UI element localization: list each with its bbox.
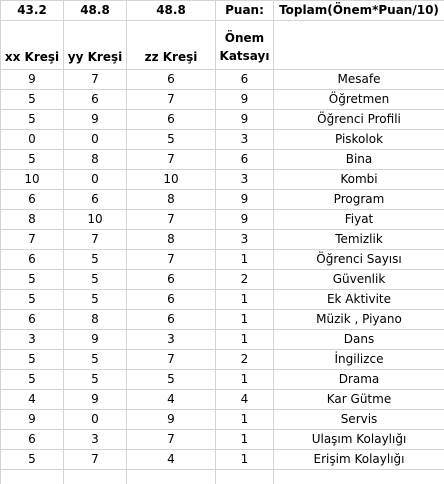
cell-xx[interactable]: 7 [1,230,64,250]
cell-xx[interactable]: 4 [1,390,64,410]
cell-xx[interactable]: 6 [1,430,64,450]
cell-yy[interactable]: 3 [64,430,127,450]
cell-onem[interactable]: 1 [216,430,274,450]
cell-yy[interactable]: 8 [64,310,127,330]
table-row [1,90,444,110]
cell-zz[interactable]: 5 [127,370,216,390]
table-row [1,470,444,484]
cell-criterion[interactable]: Kar Gütme [274,390,444,410]
cell-yy[interactable]: 0 [64,410,127,430]
cell-criterion[interactable]: Ulaşım Kolaylığı [274,430,444,450]
header-onem-line1: Önem [224,31,265,45]
cell-zz[interactable]: 7 [127,430,216,450]
cell-xx[interactable]: 5 [1,370,64,390]
cell-yy[interactable]: 6 [64,90,127,110]
cell-yy[interactable]: 9 [64,390,127,410]
cell-zz[interactable]: 6 [127,270,216,290]
header-onem-cell[interactable] [216,21,274,70]
cell-onem[interactable]: 4 [216,390,274,410]
table-row [1,230,444,250]
table-row [1,370,444,390]
header-zz-label: zz Kreşi [144,50,198,64]
cell-onem[interactable]: 1 [216,250,274,270]
puan-label-cell[interactable]: Puan: [216,1,274,21]
table-row [1,450,444,470]
cell-zz[interactable]: 4 [127,390,216,410]
cell-criterion[interactable]: Öğretmen [274,90,444,110]
cell-yy[interactable]: 9 [64,330,127,350]
cell-yy[interactable]: 8 [64,150,127,170]
table-row [1,190,444,210]
cell-onem[interactable]: 2 [216,270,274,290]
cell-yy[interactable]: 5 [64,370,127,390]
table-row [1,390,444,410]
table-row [1,350,444,370]
cell-zz[interactable]: 7 [127,90,216,110]
cell-yy[interactable] [64,470,127,484]
cell-xx[interactable]: 5 [1,110,64,130]
table-row [1,210,444,230]
cell-zz[interactable]: 10 [127,170,216,190]
score-xx-cell[interactable]: 43.2 [1,1,64,21]
cell-zz[interactable]: 7 [127,250,216,270]
cell-onem[interactable]: 3 [216,170,274,190]
cell-onem[interactable]: 9 [216,190,274,210]
cell-onem[interactable]: 2 [216,350,274,370]
cell-yy[interactable]: 5 [64,250,127,270]
cell-criterion[interactable]: Drama [274,370,444,390]
cell-yy[interactable]: 5 [64,350,127,370]
cell-criterion[interactable]: Öğrenci Profili [274,110,444,130]
cell-xx[interactable]: 5 [1,90,64,110]
cell-xx[interactable]: 5 [1,350,64,370]
cell-xx[interactable]: 10 [1,170,64,190]
cell-zz[interactable]: 7 [127,350,216,370]
cell-yy[interactable]: 7 [64,450,127,470]
table-row [1,330,444,350]
cell-zz[interactable]: 6 [127,310,216,330]
header-yy-label: yy Kreşi [67,50,123,64]
table-row [1,70,444,90]
cell-xx[interactable]: 6 [1,310,64,330]
cell-onem[interactable]: 1 [216,370,274,390]
cell-xx[interactable]: 6 [1,250,64,270]
cell-criterion[interactable]: Mesafe [274,70,444,90]
cell-xx[interactable]: 9 [1,410,64,430]
table-row [1,310,444,330]
cell-xx[interactable]: 5 [1,270,64,290]
cell-criterion[interactable]: Öğrenci Sayısı [274,250,444,270]
cell-xx[interactable]: 9 [1,70,64,90]
cell-xx[interactable]: 5 [1,290,64,310]
cell-yy[interactable]: 7 [64,70,127,90]
cell-yy[interactable]: 7 [64,230,127,250]
cell-zz[interactable]: 7 [127,150,216,170]
cell-yy[interactable]: 0 [64,130,127,150]
cell-criterion[interactable]: Piskolok [274,130,444,150]
table-row [1,290,444,310]
table-row [1,270,444,290]
cell-yy[interactable]: 5 [64,290,127,310]
table-body [1,1,444,484]
table-row [1,110,444,130]
cell-zz[interactable]: 8 [127,230,216,250]
cell-zz[interactable]: 6 [127,70,216,90]
cell-yy[interactable]: 5 [64,270,127,290]
cell-criterion[interactable]: Güvenlik [274,270,444,290]
cell-xx[interactable]: 0 [1,130,64,150]
cell-criterion[interactable]: Dans [274,330,444,350]
cell-onem[interactable]: 1 [216,290,274,310]
cell-xx[interactable]: 3 [1,330,64,350]
cell-criterion[interactable]: Müzik , Piyano [274,310,444,330]
cell-criterion[interactable]: Temizlik [274,230,444,250]
header-name-cell[interactable] [274,21,444,70]
cell-zz[interactable]: 6 [127,110,216,130]
header-zz-cell[interactable] [127,21,216,70]
cell-criterion[interactable]: İngilizce [274,350,444,370]
cell-xx[interactable]: 5 [1,450,64,470]
cell-zz[interactable]: 5 [127,130,216,150]
score-row [1,1,444,21]
cell-xx[interactable]: 6 [1,190,64,210]
table-row [1,170,444,190]
cell-criterion[interactable]: Erişim Kolaylığı [274,450,444,470]
table-row [1,130,444,150]
cell-xx[interactable]: 8 [1,210,64,230]
header-yy-cell[interactable] [64,21,127,70]
table-row [1,430,444,450]
cell-onem[interactable]: 9 [216,110,274,130]
cell-onem[interactable]: 9 [216,210,274,230]
cell-zz[interactable]: 4 [127,450,216,470]
header-row [1,21,444,70]
cell-onem[interactable]: 1 [216,450,274,470]
cell-yy[interactable]: 10 [64,210,127,230]
cell-onem[interactable]: 1 [216,310,274,330]
cell-onem[interactable]: 3 [216,230,274,250]
cell-zz[interactable]: 8 [127,190,216,210]
cell-onem[interactable] [216,470,274,484]
cell-criterion[interactable]: Fiyat [274,210,444,230]
header-onem-line2: Katsayı [219,49,270,63]
cell-zz[interactable]: 6 [127,290,216,310]
cell-onem[interactable]: 1 [216,410,274,430]
cell-yy[interactable]: 6 [64,190,127,210]
score-zz-cell[interactable]: 48.8 [127,1,216,21]
cell-onem[interactable]: 1 [216,330,274,350]
cell-criterion[interactable]: Servis [274,410,444,430]
cell-xx[interactable] [1,470,64,484]
cell-onem[interactable]: 6 [216,70,274,90]
cell-criterion[interactable] [274,470,444,484]
table-row [1,250,444,270]
cell-criterion[interactable]: Bina [274,150,444,170]
cell-xx[interactable]: 5 [1,150,64,170]
cell-criterion[interactable]: Ek Aktivite [274,290,444,310]
total-formula-label-cell[interactable]: Toplam(Önem*Puan/10) [274,1,444,21]
cell-zz[interactable]: 9 [127,410,216,430]
score-yy-cell[interactable]: 48.8 [64,1,127,21]
cell-zz[interactable] [127,470,216,484]
table-row [1,410,444,430]
cell-zz[interactable]: 7 [127,210,216,230]
table-row [1,150,444,170]
header-xx-cell[interactable] [1,21,64,70]
cell-yy[interactable]: 9 [64,110,127,130]
header-xx-label: xx Kreşi [4,50,60,64]
cell-onem[interactable]: 6 [216,150,274,170]
cell-yy[interactable]: 0 [64,170,127,190]
cell-onem[interactable]: 9 [216,90,274,110]
cell-onem[interactable]: 3 [216,130,274,150]
cell-criterion[interactable]: Program [274,190,444,210]
cell-criterion[interactable]: Kombi [274,170,444,190]
cell-zz[interactable]: 3 [127,330,216,350]
